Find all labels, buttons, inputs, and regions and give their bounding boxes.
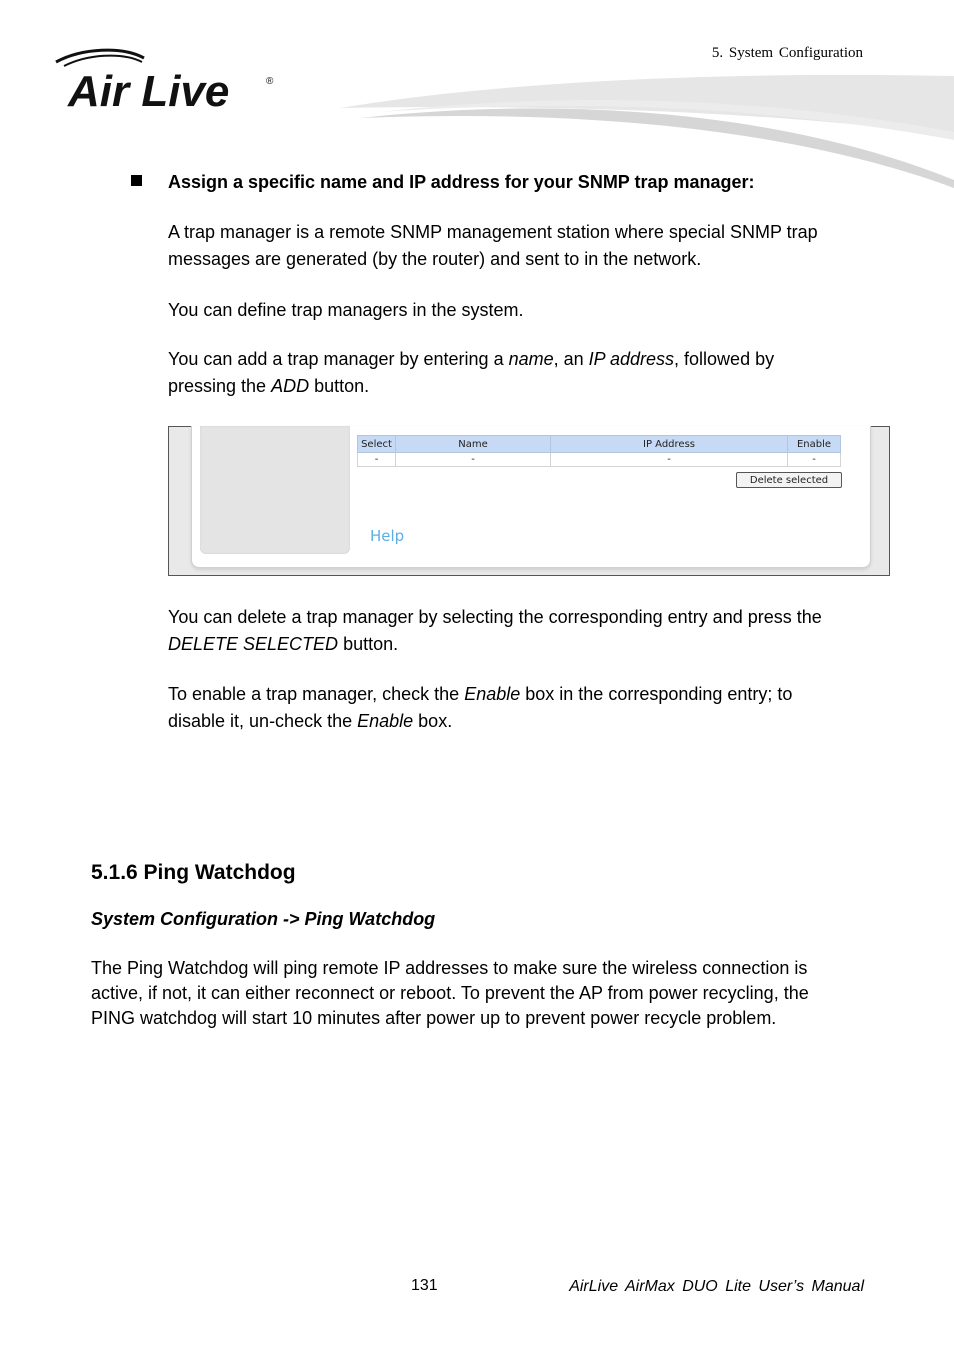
table-header-row (358, 436, 841, 453)
cell-select[interactable]: - (358, 453, 396, 467)
screenshot-panel (191, 426, 871, 568)
p4-line2: DELETE SELECTED button. (168, 634, 399, 654)
header-name: Name (396, 436, 551, 453)
p3-line2: pressing the ADD button. (168, 376, 370, 396)
bullet-heading (131, 170, 755, 194)
cell-enable[interactable]: - (788, 453, 841, 467)
paragraph-define: You can define trap managers in the system. (168, 300, 524, 320)
delete-selected-button[interactable]: Delete selected (736, 472, 842, 488)
airlive-logo (52, 46, 282, 112)
cell-ip-address: - (551, 453, 788, 467)
trap-manager-table (357, 435, 841, 467)
header-enable: Enable (788, 436, 841, 453)
page-number: 131 (411, 1277, 438, 1294)
screenshot-sidebar (200, 426, 350, 554)
body-line3: PING watchdog will start 10 minutes after power up to prevent power recycle problem. (91, 1008, 777, 1028)
paragraph-trap-manager (168, 219, 818, 273)
p1-line1: A trap manager is a remote SNMP management station where special SNMP trap (168, 222, 818, 242)
logo-text: Air Live (68, 67, 230, 112)
p3-line1: You can add a trap manager by entering a name, an IP address, followed by (168, 349, 775, 369)
paragraph-add (168, 346, 774, 400)
p1-line2: messages are generated (by the router) and sent to in the network. (168, 249, 702, 269)
body-line2: active, if not, it can either reconnect or reboot. To prevent the AP from power recycling, the (91, 983, 809, 1003)
header-select: Select (358, 436, 396, 453)
section-path: System Configuration -> Ping Watchdog (91, 909, 436, 929)
p5-line2: disable it, un-check the Enable box. (168, 711, 453, 731)
bullet-heading-text: Assign a specific name and IP address for your SNMP trap manager: (168, 172, 755, 192)
section-body (91, 956, 891, 1031)
trap-manager-screenshot (168, 426, 890, 576)
cell-name: - (396, 453, 551, 467)
paragraph-enable (168, 681, 792, 735)
manual-title: AirLive AirMax DUO Lite User’s Manual (569, 1278, 864, 1295)
help-link[interactable]: Help (370, 527, 405, 545)
p5-line1: To enable a trap manager, check the Enable box in the corresponding entry; to (168, 684, 793, 704)
table-row (358, 453, 841, 467)
header-ip-address: IP Address (551, 436, 788, 453)
p4-line1: You can delete a trap manager by selecting the corresponding entry and press the (168, 607, 822, 627)
svg-text:®: ® (266, 76, 274, 87)
body-line1: The Ping Watchdog will ping remote IP addresses to make sure the wireless connection is (91, 958, 808, 978)
square-bullet-icon (131, 175, 142, 186)
paragraph-delete (168, 604, 822, 658)
section-heading: 5.1.6 Ping Watchdog (91, 861, 296, 884)
chapter-label: 5. System Configuration (711, 45, 863, 61)
